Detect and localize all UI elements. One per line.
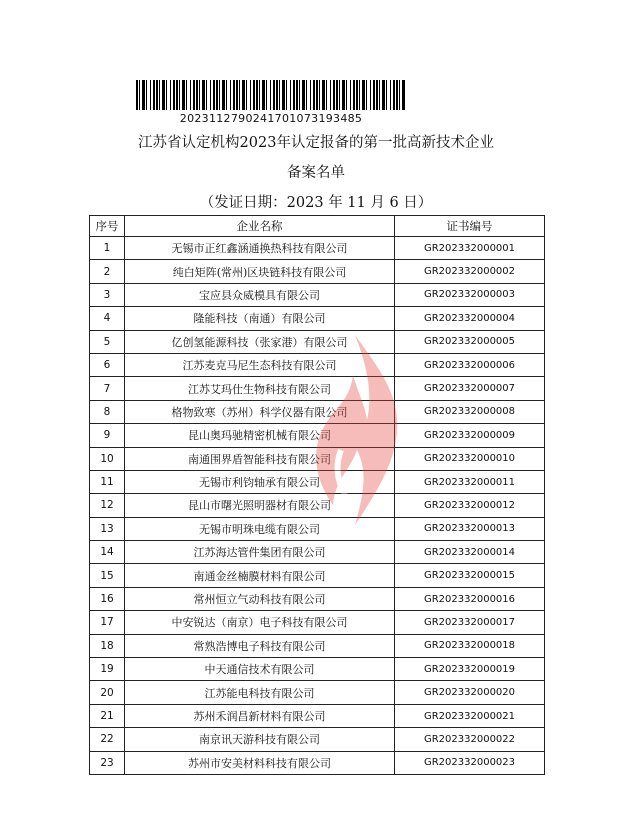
certificate-number-cell: GR202332000021 [395, 704, 545, 727]
table-row [90, 283, 545, 306]
table-header-row [90, 216, 545, 237]
table-row [90, 447, 545, 470]
table-row [90, 353, 545, 376]
certificate-number-cell: GR202332000019 [395, 658, 545, 681]
certificate-number-cell: GR202332000009 [395, 424, 545, 447]
enterprise-name-cell: 亿创氢能源科技（张家港）有限公司 [125, 330, 395, 353]
row-number-cell: 5 [90, 330, 125, 353]
document-title: 江苏省认定机构2023年认定报备的第一批高新技术企业 [138, 135, 494, 151]
certificate-number-cell: GR202332000003 [395, 283, 545, 306]
enterprise-table [89, 215, 545, 775]
table-row [90, 634, 545, 657]
certificate-number-cell: GR202332000017 [395, 611, 545, 634]
certificate-number-cell: GR202332000023 [395, 751, 545, 774]
row-number-cell: 20 [90, 681, 125, 704]
row-number-cell: 12 [90, 494, 125, 517]
table-row [90, 400, 545, 423]
certificate-number-cell: GR202332000012 [395, 494, 545, 517]
row-number-cell: 4 [90, 307, 125, 330]
enterprise-name-cell: 江苏能电科技有限公司 [125, 681, 395, 704]
enterprise-name-cell: 常熟浩博电子科技有限公司 [125, 634, 395, 657]
enterprise-name-cell: 中天通信技术有限公司 [125, 658, 395, 681]
row-number-cell: 13 [90, 517, 125, 540]
enterprise-name-cell: 无锡市明珠电缆有限公司 [125, 517, 395, 540]
enterprise-name-cell: 昆山市曙光照明器材有限公司 [125, 494, 395, 517]
certificate-number-cell: GR202332000014 [395, 541, 545, 564]
certificate-number-cell: GR202332000006 [395, 353, 545, 376]
row-number-cell: 18 [90, 634, 125, 657]
enterprise-name-cell: 常州恒立气动科技有限公司 [125, 587, 395, 610]
table-row [90, 681, 545, 704]
row-number-cell: 9 [90, 424, 125, 447]
enterprise-name-cell: 纯白矩阵(常州)区块链科技有限公司 [125, 260, 395, 283]
enterprise-name-cell: 南通围界盾智能科技有限公司 [125, 447, 395, 470]
row-number-cell: 3 [90, 283, 125, 306]
row-number-cell: 22 [90, 728, 125, 751]
certificate-number-cell: GR202332000018 [395, 634, 545, 657]
row-number-cell: 11 [90, 470, 125, 493]
table-row [90, 751, 545, 774]
table-row [90, 541, 545, 564]
table-row [90, 587, 545, 610]
row-number-cell: 8 [90, 400, 125, 423]
certificate-number-cell: GR202332000015 [395, 564, 545, 587]
table-row [90, 728, 545, 751]
certificate-number-cell: GR202332000020 [395, 681, 545, 704]
table-row [90, 564, 545, 587]
enterprise-name-cell: 昆山奥玛驰精密机械有限公司 [125, 424, 395, 447]
issue-date: （发证日期：2023 年 11 月 6 日） [199, 195, 433, 211]
certificate-number-cell: GR202332000013 [395, 517, 545, 540]
table-row [90, 704, 545, 727]
barcode [136, 80, 406, 125]
certificate-number-cell: GR202332000011 [395, 470, 545, 493]
row-number-cell: 14 [90, 541, 125, 564]
certificate-number-cell: GR202332000005 [395, 330, 545, 353]
certificate-number-cell: GR202332000016 [395, 587, 545, 610]
certificate-number-cell: GR202332000002 [395, 260, 545, 283]
column-header-cert: 证书编号 [395, 216, 545, 237]
row-number-cell: 17 [90, 611, 125, 634]
enterprise-name-cell: 江苏海达管件集团有限公司 [125, 541, 395, 564]
row-number-cell: 23 [90, 751, 125, 774]
enterprise-name-cell: 南通金丝楠膜材料有限公司 [125, 564, 395, 587]
document-subtitle: 备案名单 [287, 165, 345, 181]
table-row [90, 377, 545, 400]
row-number-cell: 15 [90, 564, 125, 587]
table-row [90, 307, 545, 330]
barcode-number: 20231127902417010731934​85 [179, 112, 363, 125]
column-header-no: 序号 [90, 216, 125, 237]
row-number-cell: 10 [90, 447, 125, 470]
barcode-graphic [136, 80, 406, 110]
table-row [90, 658, 545, 681]
row-number-cell: 6 [90, 353, 125, 376]
enterprise-name-cell: 隆能科技（南通）有限公司 [125, 307, 395, 330]
enterprise-name-cell: 无锡市利钧轴承有限公司 [125, 470, 395, 493]
table-row [90, 517, 545, 540]
table-row [90, 470, 545, 493]
enterprise-name-cell: 江苏麦克马尼生态科技有限公司 [125, 353, 395, 376]
certificate-number-cell: GR202332000004 [395, 307, 545, 330]
table-row [90, 330, 545, 353]
certificate-number-cell: GR202332000001 [395, 237, 545, 260]
enterprise-name-cell: 苏州市安美材料科技有限公司 [125, 751, 395, 774]
certificate-number-cell: GR202332000007 [395, 377, 545, 400]
certificate-number-cell: GR202332000022 [395, 728, 545, 751]
table-row [90, 237, 545, 260]
enterprise-name-cell: 格物致寒（苏州）科学仪器有限公司 [125, 400, 395, 423]
row-number-cell: 7 [90, 377, 125, 400]
table-row [90, 494, 545, 517]
row-number-cell: 2 [90, 260, 125, 283]
enterprise-name-cell: 中安锐达（南京）电子科技有限公司 [125, 611, 395, 634]
row-number-cell: 16 [90, 587, 125, 610]
row-number-cell: 19 [90, 658, 125, 681]
table-row [90, 424, 545, 447]
table-row [90, 611, 545, 634]
enterprise-name-cell: 宝应县众威模具有限公司 [125, 283, 395, 306]
certificate-number-cell: GR202332000008 [395, 400, 545, 423]
row-number-cell: 21 [90, 704, 125, 727]
enterprise-name-cell: 江苏艾玛仕生物科技有限公司 [125, 377, 395, 400]
enterprise-name-cell: 无锡市正红鑫涵通换热科技有限公司 [125, 237, 395, 260]
table-row [90, 260, 545, 283]
enterprise-name-cell: 南京讯天游科技有限公司 [125, 728, 395, 751]
row-number-cell: 1 [90, 237, 125, 260]
enterprise-name-cell: 苏州禾润昌新材料有限公司 [125, 704, 395, 727]
certificate-number-cell: GR202332000010 [395, 447, 545, 470]
column-header-name: 企业名称 [125, 216, 395, 237]
